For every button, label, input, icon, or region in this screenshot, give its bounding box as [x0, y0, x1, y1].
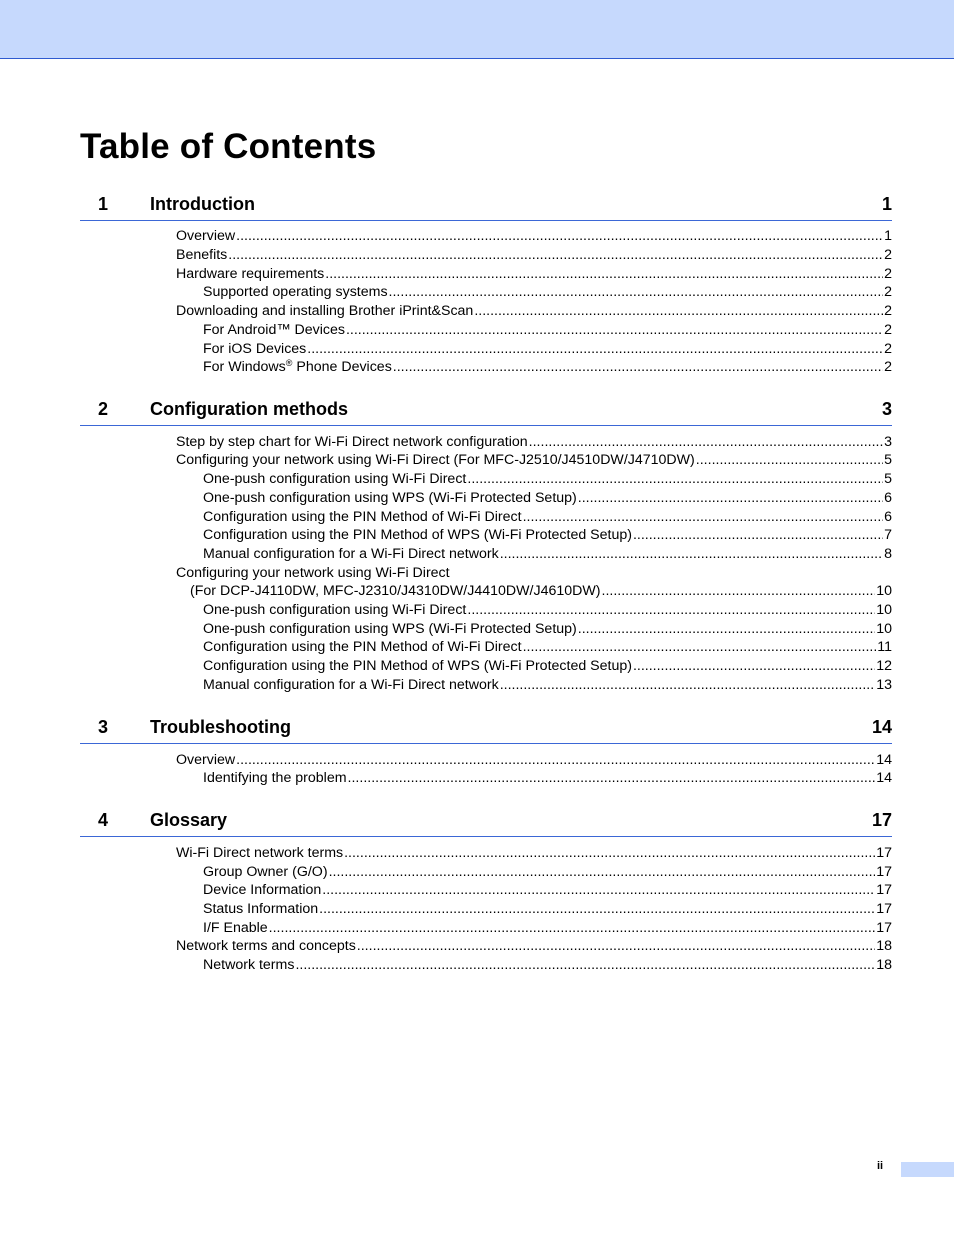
toc-entry[interactable]: Group Owner (G/O) ..... 17 [203, 863, 892, 882]
chapter-title: Introduction [150, 194, 255, 214]
footer-band [901, 1162, 954, 1177]
toc-entry[interactable]: For iOS Devices ..... 2 [203, 340, 892, 359]
toc-entry[interactable]: Network terms and concepts ..... 18 [176, 937, 892, 956]
toc-entry[interactable]: Downloading and installing Brother iPrint&Scan ..... 2 [176, 302, 892, 321]
toc-entry[interactable]: One-push configuration using WPS (Wi-Fi Protected Setup) ..... 10 [203, 620, 892, 639]
page-title: Table of Contents [80, 127, 377, 166]
header-band [0, 0, 954, 59]
toc-entry[interactable]: Configuration using the PIN Method of WPS (Wi-Fi Protected Setup) ..... 7 [203, 526, 892, 545]
toc-entry[interactable]: Benefits ..... 2 [176, 246, 892, 265]
toc-entry[interactable]: (For DCP-J4110DW, MFC-J2310/J4310DW/J4410DW/J4610DW) ..... 10 [190, 582, 892, 601]
toc-entry-heading[interactable]: Configuring your network using Wi-Fi Direct [176, 565, 450, 581]
toc-chapter-introduction[interactable] [80, 194, 892, 221]
toc-entry[interactable]: One-push configuration using WPS (Wi-Fi Protected Setup) ..... 6 [203, 489, 892, 508]
chapter-number: 4 [98, 810, 109, 830]
toc-entry[interactable]: I/F Enable ..... 17 [203, 919, 892, 938]
toc-entry[interactable]: Step by step chart for Wi-Fi Direct network configuration ..... 3 [176, 433, 892, 452]
toc-entry[interactable]: Overview ..... 14 [176, 751, 892, 770]
toc-entry[interactable]: Network terms ..... 18 [203, 956, 892, 975]
chapter-number: 3 [98, 717, 109, 737]
chapter-page: 1 [881, 194, 892, 214]
toc-entry[interactable]: Configuration using the PIN Method of Wi-Fi Direct ..... 11 [203, 638, 892, 657]
toc-entry[interactable]: Supported operating systems ..... 2 [203, 283, 892, 302]
toc-entry[interactable]: Device Information ..... 17 [203, 881, 892, 900]
toc-entry[interactable]: Identifying the problem ..... 14 [203, 769, 892, 788]
chapter-page: 3 [881, 399, 892, 419]
toc-entry[interactable]: Configuring your network using Wi-Fi Direct (For MFC-J2510/J4510DW/J4710DW) ..... 5 [176, 451, 892, 470]
chapter-page: 17 [871, 810, 892, 830]
toc-chapter-troubleshooting[interactable] [80, 717, 892, 744]
toc-entry[interactable]: Wi-Fi Direct network terms ..... 17 [176, 844, 892, 863]
toc-entry[interactable]: Configuration using the PIN Method of Wi-Fi Direct ..... 6 [203, 508, 892, 527]
chapter-title: Troubleshooting [150, 717, 291, 737]
toc-entry[interactable]: One-push configuration using Wi-Fi Direct ..... 5 [203, 470, 892, 489]
chapter-number: 2 [98, 399, 109, 419]
toc-entry[interactable]: One-push configuration using Wi-Fi Direct ..... 10 [203, 601, 892, 620]
toc-entry[interactable]: Manual configuration for a Wi-Fi Direct network ..... 13 [203, 676, 892, 695]
toc-entry[interactable]: Overview ..... 1 [176, 227, 892, 246]
toc-entry[interactable]: Manual configuration for a Wi-Fi Direct network ..... 8 [203, 545, 892, 564]
chapter-title: Configuration methods [150, 399, 348, 419]
chapter-page: 14 [871, 717, 892, 737]
toc-chapter-glossary[interactable] [80, 810, 892, 837]
toc-entry[interactable]: Hardware requirements ..... 2 [176, 265, 892, 284]
toc-chapter-configuration-methods[interactable] [80, 399, 892, 426]
toc-entry[interactable]: For Windows® Phone Devices ..... 2 [203, 358, 892, 377]
toc-entry[interactable]: For Android™ Devices ..... 2 [203, 321, 892, 340]
toc-entry[interactable]: Status Information ..... 17 [203, 900, 892, 919]
chapter-title: Glossary [150, 810, 228, 830]
chapter-number: 1 [98, 194, 109, 214]
footer-page-number: ii [877, 1160, 884, 1172]
toc-entry[interactable]: Configuration using the PIN Method of WPS (Wi-Fi Protected Setup) ..... 12 [203, 657, 892, 676]
